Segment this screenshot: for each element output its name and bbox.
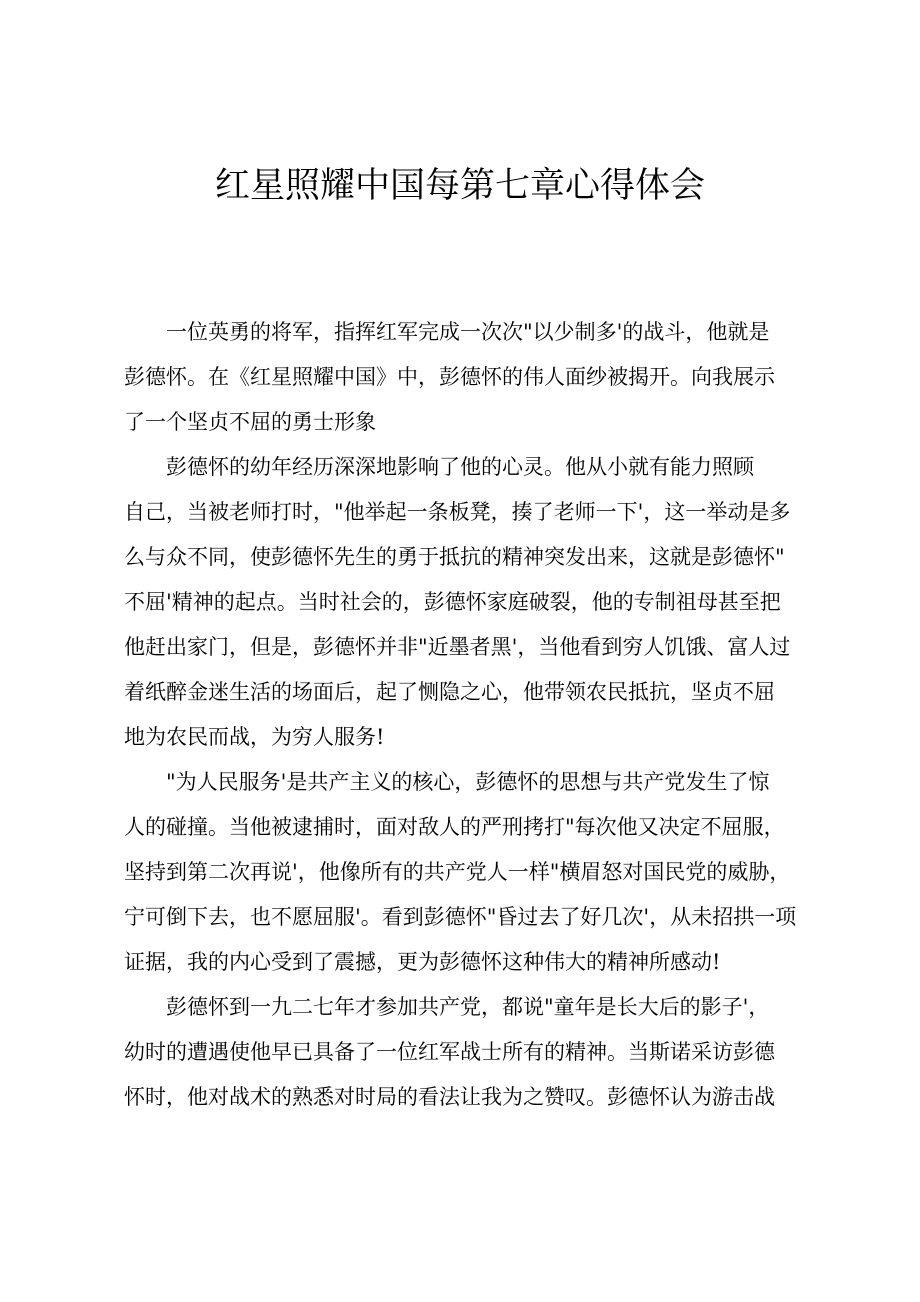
paragraph-line: 彭德怀的幼年经历深深地影响了他的心灵。他从小就有能力照顾 bbox=[166, 455, 754, 479]
paragraph-2 bbox=[124, 445, 812, 760]
paragraph-line: 人的碰撞。当他被逮捕时，面对敌人的严刑拷打"每次他又决定不屈服， bbox=[124, 815, 785, 839]
paragraph-line: 宁可倒下去，也不愿屈服'。看到彭德怀"昏过去了好几次'，从未招拱一项 bbox=[124, 905, 797, 929]
paragraph-line: 了一个坚贞不屈的勇士形象 bbox=[124, 410, 376, 434]
paragraph-line: 彭德怀到一九二七年才参加共产党，都说"童年是长大后的影子'， bbox=[166, 995, 770, 1019]
paragraph-line: 着纸醉金迷生活的场面后，起了恻隐之心，他带领农民抵抗，坚贞不屈 bbox=[124, 680, 775, 704]
paragraph-line: 证据，我的内心受到了震撼，更为彭德怀这种伟大的精神所感动! bbox=[124, 950, 721, 974]
paragraph-line: 一位英勇的将军，指挥红军完成一次次"以少制多'的战斗，他就是 bbox=[166, 320, 770, 344]
paragraph-line: 地为农民而战，为穷人服务! bbox=[124, 725, 385, 749]
document-title: 红星照耀中国每第七章心得体会 bbox=[214, 166, 705, 206]
paragraph-3 bbox=[124, 760, 812, 985]
paragraph-line: 怀时，他对战术的熟悉对时局的看法让我为之赞叹。彭德怀认为游击战 bbox=[124, 1085, 775, 1109]
paragraph-line: 他赶出家门，但是，彭德怀并非"近墨者黑'，当他看到穷人饥饿、富人过 bbox=[124, 635, 791, 659]
paragraph-line: "为人民服务'是共产主义的核心，彭德怀的思想与共产党发生了惊 bbox=[166, 770, 770, 794]
paragraph-line: 彭德怀。在《红星照耀中国》中，彭德怀的伟人面纱被揭开。向我展示 bbox=[124, 365, 775, 389]
paragraph-line: 么与众不同，使彭德怀先生的勇于抵抗的精神突发出来，这就是彭德怀" bbox=[124, 545, 785, 569]
paragraph-line: 自己，当被老师打时，"他举起一条板凳，揍了老师一下'，这一举动是多 bbox=[124, 500, 791, 524]
paragraph-line: 不屈'精神的起点。当时社会的，彭德怀家庭破裂，他的专制祖母甚至把 bbox=[124, 590, 781, 614]
paragraph-1 bbox=[124, 310, 812, 445]
document-body bbox=[124, 310, 812, 1120]
paragraph-line: 坚持到第二次再说'，他像所有的共产党人一样"横眉怒对国民党的威胁， bbox=[124, 860, 791, 884]
paragraph-4 bbox=[124, 985, 812, 1120]
paragraph-line: 幼时的遭遇使他早已具备了一位红军战士所有的精神。当斯诺采访彭德 bbox=[124, 1040, 775, 1064]
